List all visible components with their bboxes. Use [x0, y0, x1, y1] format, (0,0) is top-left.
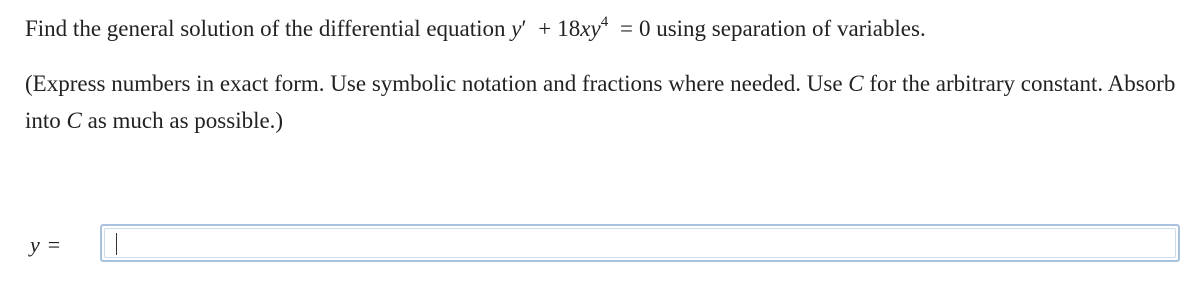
- question-line: [25, 14, 1185, 44]
- answer-variable: y: [30, 232, 40, 257]
- equation-rhs: 0: [638, 16, 651, 41]
- answer-input[interactable]: [100, 224, 1180, 262]
- equation-plus: +: [538, 16, 552, 41]
- equation-exponent: 4: [600, 14, 609, 30]
- question-prefix: Find the general solution of the differential equation: [25, 16, 506, 41]
- instructions-part2: for the arbitrary constant. Absorb into: [25, 71, 1176, 133]
- equation-prime: ′: [521, 16, 527, 41]
- answer-equals: =: [47, 232, 61, 257]
- constant-c: C: [66, 108, 82, 133]
- instructions-text: [25, 65, 1185, 139]
- text-cursor: [116, 233, 117, 255]
- question-suffix: using separation of variables.: [656, 16, 926, 41]
- equation: [511, 16, 656, 41]
- instructions-part3: as much as possible.): [87, 108, 284, 133]
- equation-x: x: [580, 16, 591, 41]
- answer-label: [30, 232, 60, 258]
- question-text: [25, 14, 1185, 44]
- instructions-part1: (Express numbers in exact form. Use symbolic notation and fractions where needed. Use: [25, 71, 843, 96]
- answer-input-inner: [104, 228, 1176, 258]
- answer-row: [30, 224, 1190, 266]
- constant-c: C: [848, 71, 864, 96]
- equation-equals: =: [619, 16, 633, 41]
- equation-coefficient: 18: [557, 16, 581, 41]
- equation-y: y: [511, 16, 522, 41]
- equation-y-term: y: [590, 16, 601, 41]
